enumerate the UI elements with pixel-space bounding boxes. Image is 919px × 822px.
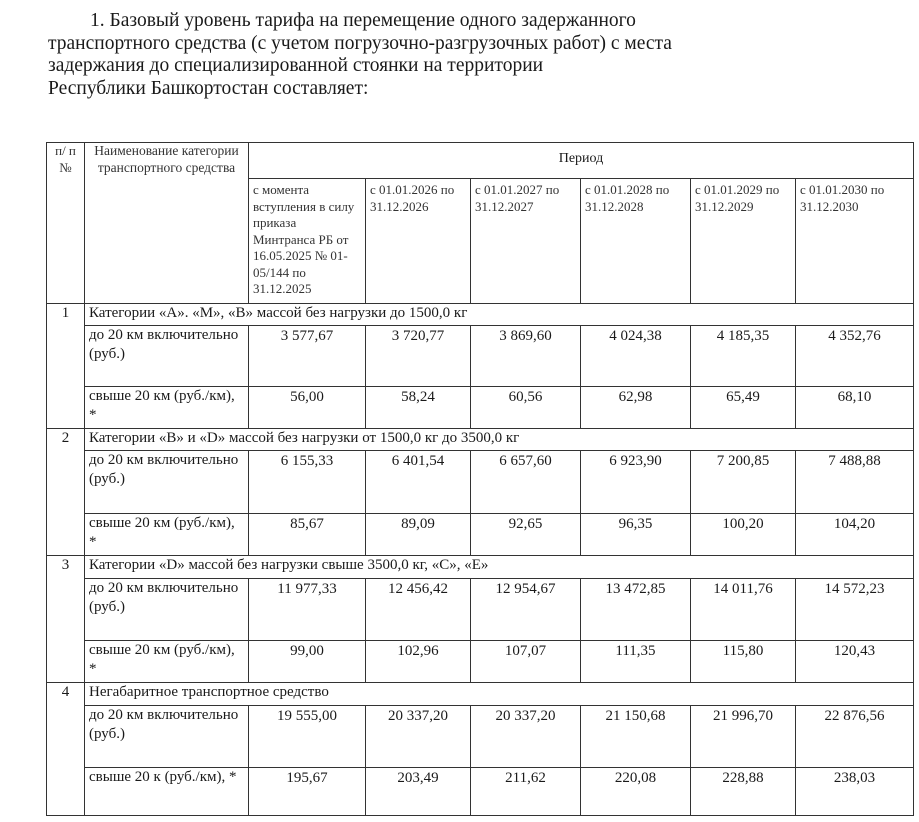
category-row [47, 304, 914, 326]
tariff-value: 7 200,85 [691, 451, 796, 514]
header-no: п/ п № [47, 143, 85, 304]
table-row [47, 387, 914, 429]
intro-paragraph [48, 10, 908, 100]
rate-label: свыше 20 км (руб./км), * [85, 387, 249, 429]
rate-label: свыше 20 км (руб./км), * [85, 514, 249, 556]
tariff-value: 96,35 [581, 514, 691, 556]
intro-line: транспортного средства (с учетом погрузочно-разгрузочных работ) с места [48, 32, 672, 54]
tariff-value: 107,07 [471, 641, 581, 683]
intro-line: Республики Башкортостан составляет: [48, 77, 369, 99]
intro-line: 1. Базовый уровень тарифа на перемещение одного задержанного [90, 10, 636, 31]
table-row [47, 768, 914, 816]
table-row [47, 451, 914, 514]
tariff-value: 58,24 [366, 387, 471, 429]
tariff-value: 14 011,76 [691, 579, 796, 641]
tariff-value: 4 352,76 [796, 326, 914, 387]
tariff-value: 92,65 [471, 514, 581, 556]
header-period: Период [249, 143, 914, 179]
tariff-value: 4 024,38 [581, 326, 691, 387]
table-row [47, 706, 914, 768]
row-number: 2 [47, 429, 85, 556]
tariff-value: 238,03 [796, 768, 914, 816]
tariff-value: 115,80 [691, 641, 796, 683]
table-row [47, 326, 914, 387]
tariff-value: 111,35 [581, 641, 691, 683]
tariff-value: 3 720,77 [366, 326, 471, 387]
header-period-1: с момента вступления в силу приказа Минтранса РБ от 16.05.2025 № 01-05/144 по 31.12.2025 [249, 179, 366, 304]
category-title: Категории «В» и «D» массой без нагрузки от 1500,0 кг до 3500,0 кг [85, 429, 914, 451]
tariff-value: 11 977,33 [249, 579, 366, 641]
header-name: Наименование категории транспортного средства [85, 143, 249, 304]
rate-label: до 20 км включительно (руб.) [85, 326, 249, 387]
tariff-value: 99,00 [249, 641, 366, 683]
tariff-value: 211,62 [471, 768, 581, 816]
tariff-value: 21 996,70 [691, 706, 796, 768]
tariff-value: 56,00 [249, 387, 366, 429]
tariff-value: 20 337,20 [471, 706, 581, 768]
tariff-value: 13 472,85 [581, 579, 691, 641]
row-number: 1 [47, 304, 85, 429]
tariff-value: 14 572,23 [796, 579, 914, 641]
tariff-value: 7 488,88 [796, 451, 914, 514]
tariff-value: 3 577,67 [249, 326, 366, 387]
table-row [47, 514, 914, 556]
category-title: Категории «А». «М», «В» массой без нагрузки до 1500,0 кг [85, 304, 914, 326]
category-title: Негабаритное транспортное средство [85, 683, 914, 706]
rate-label: свыше 20 км (руб./км), * [85, 641, 249, 683]
tariff-value: 6 401,54 [366, 451, 471, 514]
table-row [47, 579, 914, 641]
tariff-value: 12 456,42 [366, 579, 471, 641]
category-title: Категории «D» массой без нагрузки свыше 3500,0 кг, «С», «Е» [85, 556, 914, 579]
header-period-4: с 01.01.2028 по 31.12.2028 [581, 179, 691, 304]
header-period-2: с 01.01.2026 по 31.12.2026 [366, 179, 471, 304]
header-period-6: с 01.01.2030 по 31.12.2030 [796, 179, 914, 304]
table-row [47, 641, 914, 683]
tariff-value: 60,56 [471, 387, 581, 429]
tariff-value: 102,96 [366, 641, 471, 683]
tariff-value: 65,49 [691, 387, 796, 429]
rate-label: до 20 км включительно (руб.) [85, 706, 249, 768]
category-row [47, 683, 914, 706]
tariff-value: 6 923,90 [581, 451, 691, 514]
row-number: 3 [47, 556, 85, 683]
intro-line: задержания до специализированной стоянки на территории [48, 55, 544, 76]
tariff-value: 100,20 [691, 514, 796, 556]
tariff-value: 20 337,20 [366, 706, 471, 768]
tariff-value: 89,09 [366, 514, 471, 556]
category-row [47, 429, 914, 451]
rate-label: свыше 20 к (руб./км), * [85, 768, 249, 816]
tariff-table [46, 142, 914, 816]
header-period-5: с 01.01.2029 по 31.12.2029 [691, 179, 796, 304]
tariff-value: 3 869,60 [471, 326, 581, 387]
rate-label: до 20 км включительно (руб.) [85, 451, 249, 514]
tariff-value: 6 657,60 [471, 451, 581, 514]
header-period-3: с 01.01.2027 по 31.12.2027 [471, 179, 581, 304]
tariff-value: 6 155,33 [249, 451, 366, 514]
tariff-value: 85,67 [249, 514, 366, 556]
tariff-value: 228,88 [691, 768, 796, 816]
tariff-value: 12 954,67 [471, 579, 581, 641]
tariff-value: 4 185,35 [691, 326, 796, 387]
tariff-value: 195,67 [249, 768, 366, 816]
tariff-value: 19 555,00 [249, 706, 366, 768]
row-number: 4 [47, 683, 85, 816]
tariff-value: 220,08 [581, 768, 691, 816]
tariff-value: 22 876,56 [796, 706, 914, 768]
tariff-value: 203,49 [366, 768, 471, 816]
tariff-value: 104,20 [796, 514, 914, 556]
tariff-value: 120,43 [796, 641, 914, 683]
rate-label: до 20 км включительно (руб.) [85, 579, 249, 641]
tariff-value: 62,98 [581, 387, 691, 429]
tariff-value: 68,10 [796, 387, 914, 429]
tariff-value: 21 150,68 [581, 706, 691, 768]
category-row [47, 556, 914, 579]
